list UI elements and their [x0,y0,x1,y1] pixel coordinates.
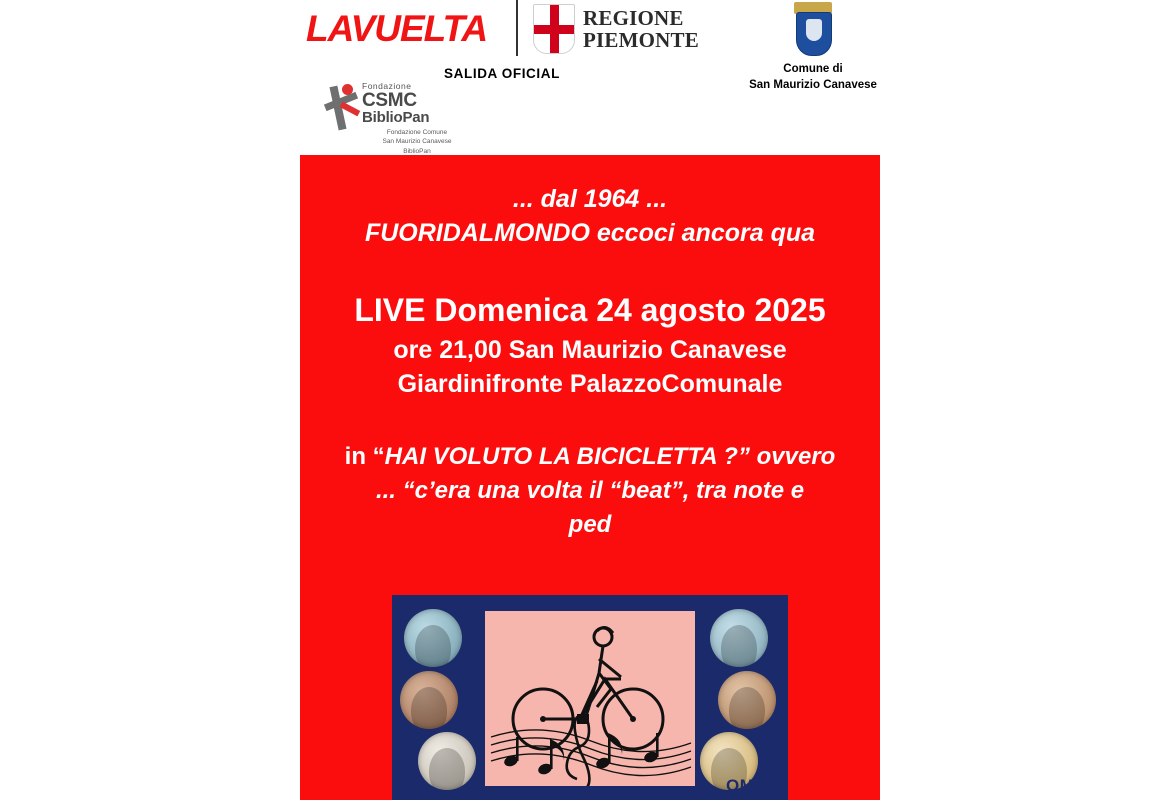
header-divider [516,0,518,56]
portrait-medallion [710,609,768,667]
fondazione-wordmark [362,82,429,125]
poster-intro-line1: ... dal 1964 ... [512,185,668,213]
poster-show-line3: ped [568,511,612,539]
portrait-medallion [400,671,458,729]
poster-show-line1 [316,440,864,474]
regione-piemonte-label [583,7,699,51]
comune-label [718,62,908,93]
portrait-medallion [718,671,776,729]
header-logo-strip [0,0,1160,155]
la-vuelta-vuelta: VUELTA [350,7,488,49]
artwork-signature: OMCR [726,776,780,795]
cyclist-and-notes-icon [485,611,695,786]
poster-show-line2: ... “c’era una volta il “beat”, tra note e [375,476,805,504]
poster-show-suffix: ” ovvero [737,442,836,470]
fondazione-mid-word: CSMC [362,89,417,111]
poster-intro [300,183,880,251]
comune-crest-icon [792,2,834,58]
poster-show-name: HAI VOLUTO LA BICICLETTA ? [384,442,738,470]
regione-piemonte-logo [533,2,733,56]
crest-body-icon [796,12,832,56]
la-vuelta-la: LA [306,7,351,49]
fondazione-bottom-word: BiblioPan [362,108,430,126]
comune-logo [718,2,908,93]
fondazione-csmc-logo [306,80,506,155]
poster-live-details [300,333,880,402]
regione-piemonte-line2: PIEMONTE [583,28,699,52]
fondazione-caption-line3: BiblioPan [403,147,431,155]
la-vuelta-logo-text [306,7,488,49]
fondazione-caption-line2: San Maurizio Canavese [382,138,452,146]
regione-piemonte-line1: REGIONE [583,5,684,30]
poster-live-title: LIVE Domenica 24 agosto 2025 [354,291,826,328]
la-vuelta-logo [306,6,496,50]
poster-show-title [300,440,880,542]
portrait-medallion [418,732,476,790]
artwork-panel [485,611,695,786]
poster-intro-line2: FUORIDALMONDO eccoci ancora qua [364,218,816,247]
salida-oficial-label: SALIDA OFICIAL [444,66,560,81]
portrait-medallion [404,609,462,667]
piemonte-cross-shield-icon [533,4,575,54]
fondazione-caption-line1: Fondazione Comune [386,129,448,136]
fondazione-mark-icon [320,84,364,132]
comune-line2: San Maurizio Canavese [749,78,877,91]
poster-show-prefix: in “ [344,442,385,470]
poster-live-line1: ore 21,00 San Maurizio Canavese [393,335,787,364]
event-poster [300,155,880,800]
poster-artwork [392,595,788,800]
poster-live-line2: Giardinifronte PalazzoComunale [397,370,783,399]
comune-line1: Comune di [783,63,843,75]
fondazione-top-word: Fondazione [362,81,412,91]
fondazione-caption [352,128,482,156]
